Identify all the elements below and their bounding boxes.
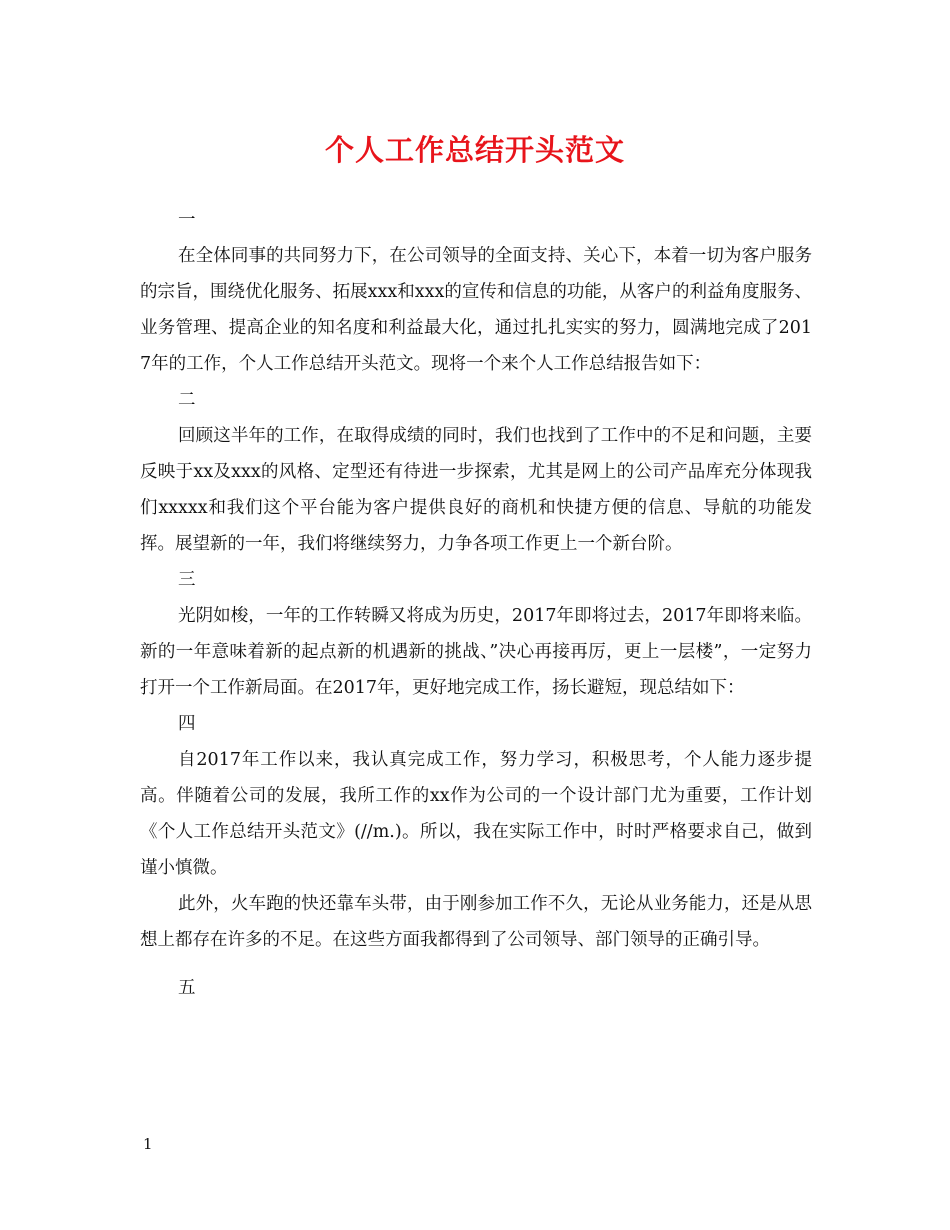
section-heading-4: 四 bbox=[178, 714, 196, 734]
section-3-paragraph-1: 光阴如梭，一年的工作转瞬又将成为历史，2017年即将过去，2017年即将来临。新的一年意味着新的起点新的机遇新的挑战、”决心再接再厉，更上一层楼”，一定努力打开一个工作新局面。在2017年，更好地完成工作，扬长避短，现总结如下： bbox=[140, 606, 812, 698]
section-heading-1: 一 bbox=[178, 210, 196, 230]
section-4-paragraph-2: 此外，火车跑的快还靠车头带，由于刚参加工作不久，无论从业务能力，还是从思想上都存在许多的不足。在这些方面我都得到了公司领导、部门领导的正确引导。 bbox=[140, 894, 812, 950]
section-1-paragraph-1: 在全体同事的共同努力下，在公司领导的全面支持、关心下，本着一切为客户服务的宗旨，围绕优化服务、拓展xxx和xxx的宣传和信息的功能，从客户的利益角度服务、业务管理、提高企业的知名度和利益最大化，通过扎扎实实的努力，圆满地完成了2017年的工作，个人工作总结开头范文。现将一个来个人工作总结报告如下： bbox=[140, 246, 812, 374]
section-4-paragraph-1: 自2017年工作以来，我认真完成工作，努力学习，积极思考，个人能力逐步提高。伴随着公司的发展，我所工作的xx作为公司的一个设计部门尤为重要，工作计划《个人工作总结开头范文》(//m.)。所以，我在实际工作中，时时严格要求自己，做到谨小慎微。 bbox=[140, 750, 812, 878]
section-heading-2: 二 bbox=[178, 390, 196, 410]
section-2-paragraph-1: 回顾这半年的工作，在取得成绩的同时，我们也找到了工作中的不足和问题，主要反映于xx及xxx的风格、定型还有待进一步探索，尤其是网上的公司产品库充分体现我们xxxxx和我们这个平台能为客户提供良好的商机和快捷方便的信息、导航的功能发挥。展望新的一年，我们将继续努力，力争各项工作更上一个新台阶。 bbox=[140, 426, 812, 554]
section-heading-3: 三 bbox=[178, 570, 196, 590]
document-title: 个人工作总结开头范文 bbox=[324, 133, 625, 167]
section-heading-5: 五 bbox=[178, 978, 196, 998]
page-number: 1 bbox=[143, 1135, 153, 1153]
document-body bbox=[140, 202, 812, 1006]
